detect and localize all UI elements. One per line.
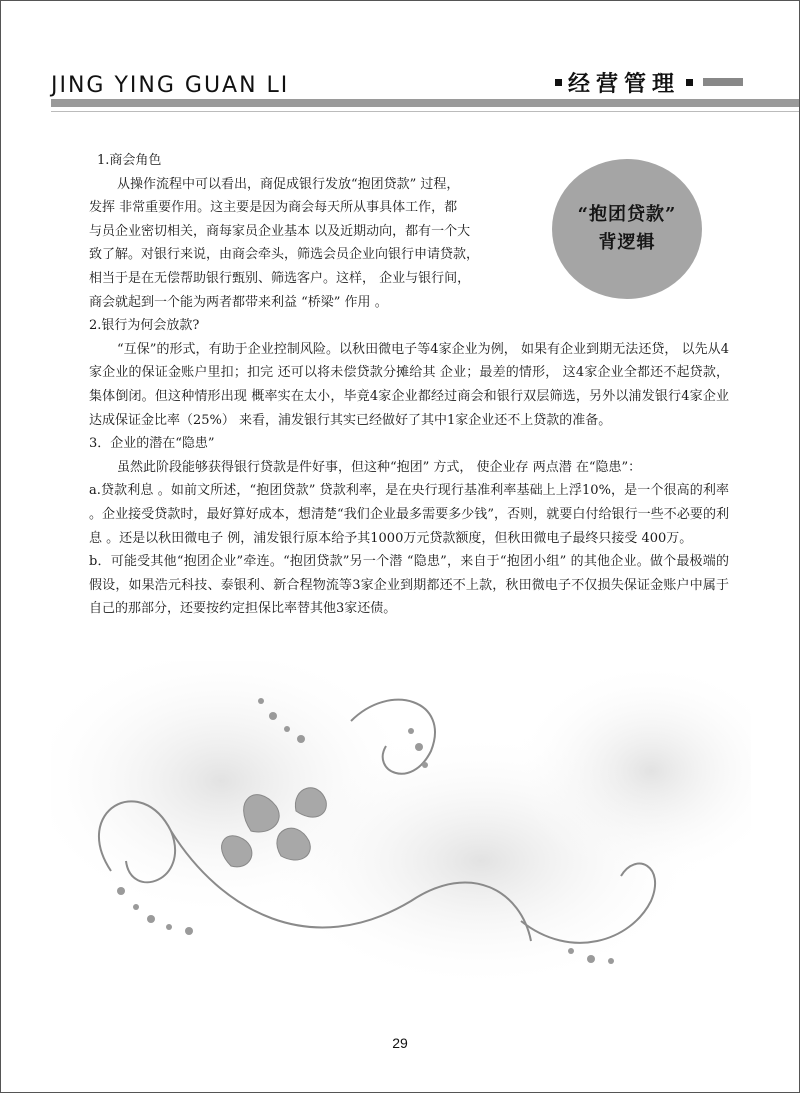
page-header [1,1,799,111]
paragraph-line: 相当于是在无偿帮助银行甄别、筛选客户。这样， 企业与银行间， [89,270,471,286]
section-3-intro: 虽然此阶段能够获得银行贷款是件好事，但这种“抱团” 方式， 使企业存 两点潜 在“隐患”： [117,459,642,475]
paragraph-line: 致了解。对银行来说，由商会牵头，筛选会员企业向银行申请贷款， [89,247,480,263]
badge-line-1: “抱团贷款” [577,204,677,225]
header-rule [51,99,799,107]
paragraph-line: 发挥 非常重要作用。这主要是因为商会每天所从事具体工作，都 [89,200,458,216]
header-tab-bar [703,78,743,86]
square-bullet-icon [555,79,562,86]
badge-line-2: 背逻辑 [598,232,656,253]
section-name: 经营管理 [568,70,681,97]
paragraph-line: 与员企业密切相关，商每家员企业基本 以及近期动向，都有一个大 [89,223,471,239]
list-item-a: a.贷款利息 。如前文所述，“抱团贷款” 贷款利率，是在央行现行基准利率基础上上浮10%，是一个很高的利率 。企业接受贷款时，最好算好成本，想清楚“我们企业最多需要多少钱”，否则，就要白付给银行一些不必要的利息 。还是以秋田微电子 例，浦发银行原本给予其1000万元贷款额度，但秋田微电子最终只接受 400万。 [89,483,729,546]
square-bullet-icon [686,79,693,86]
paragraph-line: 从操作流程中可以看出，商促成银行发放“抱团贷款” 过程， [117,176,460,192]
paragraph-line: 商会就起到一个能为两者都带来利益 “桥梁” 作用 。 [89,294,388,310]
list-item-b: b．可能受其他“抱团企业”牵连。“抱团贷款”另一个潜 “隐患”，来自于“抱团小组” 的其他企业。做个最极端的假设，如果浩元科技、泰银利、新合程物流等3家企业到期都还不上款，秋田微电子不仅损失保证金账户中属于自己的那部分，还要按约定担保比率替其他3家还债。 [89,554,729,617]
floral-watercolor-decoration [51,661,751,1001]
section-tab [549,67,743,97]
article-body [89,149,729,621]
header-rule-thin [51,111,799,112]
section-2-paragraph: “互保”的形式，有助于企业控制风险。以秋田微电子等4家企业为例， 如果有企业到期无法还贷， 以先从4家企业的保证金账户里扣；扣完 还可以将未偿贷款分摊给其 企业；最差的情形， 这4家企业全都还不起贷款，集体倒闭。但这种情形出现 概率实在太小，毕竟4家企业都经过商会和银行双层筛选，另外以浦发银行4家企业达成保证金比率（25%） 来看，浦发银行其实已经做好了其中1家企业还不上贷款的准备。 [89,341,729,428]
section-1-paragraph [89,173,529,315]
page-number: 29 [392,1035,408,1051]
section-heading-2: 2.银行为何会放款? [89,318,200,334]
running-title: JING YING GUAN LI [51,73,290,98]
section-heading-1: 1.商会角色 [97,153,162,168]
section-heading-3: 3．企业的潜在“隐患” [89,436,215,452]
